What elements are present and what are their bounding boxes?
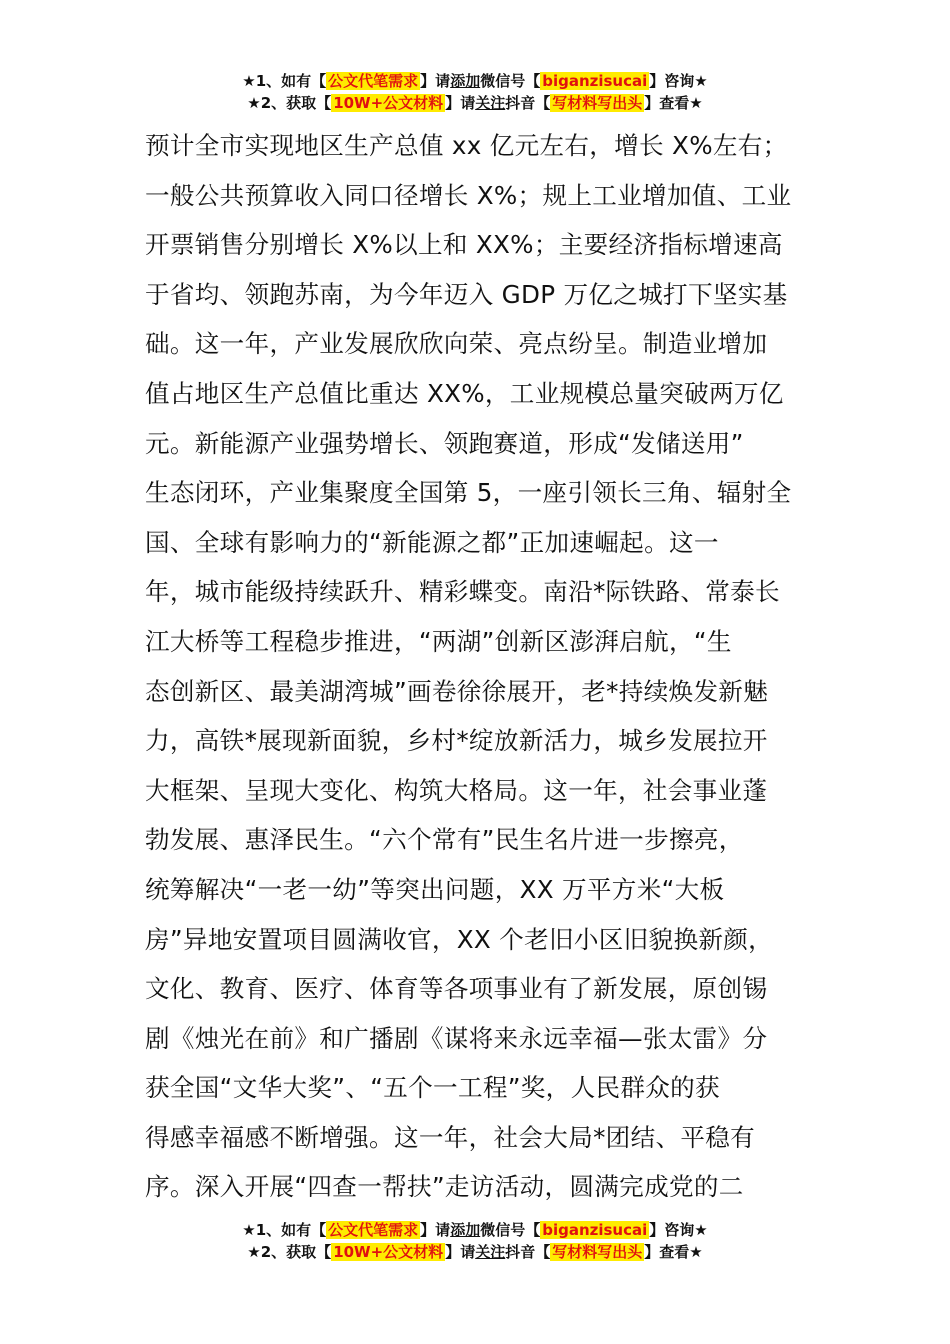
header-promo-banner (0, 70, 950, 114)
promo-line-2-prefix: ★2、获取【 (247, 1243, 332, 1261)
body-line: 一般公共预算收入同口径增长 X%；规上工业增加值、工业 (145, 180, 792, 210)
promo-line-1-suffix: 】咨询★ (649, 72, 708, 90)
promo-line-2 (0, 92, 950, 114)
promo-line-2-highlight-materials: 10W+公文材料 (333, 1243, 444, 1261)
body-line: 值占地区生产总值比重达 XX%，工业规模总量突破两万亿 (145, 378, 784, 408)
promo-line-1 (0, 70, 950, 92)
body-line: 力，高铁*展现新面貌，乡村*绽放新活力，城乡发展拉开 (145, 726, 768, 756)
promo-line-1-underlined: 添加 (450, 72, 481, 90)
promo-line-2-highlight-douyin: 写材料写出头 (552, 1243, 643, 1261)
body-line: 生态闭环，产业集聚度全国第 5，一座引领长三角、辐射全 (145, 478, 792, 508)
body-line: 础。这一年，产业发展欣欣向荣、亮点纷呈。制造业增加 (145, 329, 768, 359)
footer-promo-banner (0, 1219, 950, 1263)
promo-line-2-highlight-materials: 10W+公文材料 (333, 94, 444, 112)
promo-line-2-text-2: 抖音【 (505, 94, 551, 112)
promo-line-1-suffix: 】咨询★ (649, 1221, 708, 1239)
body-line: 开票销售分别增长 X%以上和 XX%；主要经济指标增速高 (145, 230, 783, 260)
body-line: 剧《烛光在前》和广播剧《谋将来永远幸福—张太雷》分 (145, 1023, 768, 1053)
body-line: 江大桥等工程稳步推进，“两湖”创新区澎湃启航，“生 (145, 626, 732, 656)
promo-line-2-underlined: 关注 (475, 94, 506, 112)
promo-line-1-prefix: ★1、如有【 (242, 1221, 327, 1239)
promo-line-1-underlined: 添加 (450, 1221, 481, 1239)
body-line: 获全国“文华大奖”、“五个一工程”奖，人民群众的获 (145, 1073, 720, 1103)
promo-line-1-text: 】请 (420, 72, 451, 90)
promo-line-2-underlined: 关注 (475, 1243, 506, 1261)
promo-line-2-text-2: 抖音【 (505, 1243, 551, 1261)
body-line: 元。新能源产业强势增长、领跑赛道，形成“发储送用” (145, 428, 744, 458)
body-line: 文化、教育、医疗、体育等各项事业有了新发展，原创锡 (145, 974, 768, 1004)
promo-line-2-suffix: 】查看★ (644, 1243, 703, 1261)
body-line: 国、全球有影响力的“新能源之都”正加速崛起。这一 (145, 527, 719, 557)
promo-line-1-text: 】请 (420, 1221, 451, 1239)
promo-line-2-text: 】请 (445, 94, 476, 112)
body-line: 统筹解决“一老一幼”等突出问题，XX 万平方米“大板 (145, 874, 725, 904)
document-body (145, 121, 810, 1212)
promo-line-1-highlight-service: 公文代笔需求 (328, 72, 419, 90)
promo-line-2-suffix: 】查看★ (644, 94, 703, 112)
body-line: 于省均、领跑苏南，为今年迈入 GDP 万亿之城打下坚实基 (145, 279, 788, 309)
body-line: 勃发展、惠泽民生。“六个常有”民生名片进一步擦亮， (145, 825, 744, 855)
promo-line-1 (0, 1219, 950, 1241)
promo-line-1-prefix: ★1、如有【 (242, 72, 327, 90)
promo-line-1-highlight-service: 公文代笔需求 (328, 1221, 419, 1239)
promo-line-1-highlight-wechat: biganzisucai (542, 72, 648, 90)
promo-line-2-text: 】请 (445, 1243, 476, 1261)
body-line: 年，城市能级持续跃升、精彩蝶变。南沿*际铁路、常泰长 (145, 577, 780, 607)
promo-line-1-text-2: 微信号【 (480, 72, 541, 90)
body-line: 态创新区、最美湖湾城”画卷徐徐展开，老*持续焕发新魅 (145, 676, 769, 706)
promo-line-1-highlight-wechat: biganzisucai (542, 1221, 648, 1239)
body-line: 得感幸福感不断增强。这一年，社会大局*团结、平稳有 (145, 1122, 756, 1152)
promo-line-2-prefix: ★2、获取【 (247, 94, 332, 112)
body-line: 序。深入开展“四查一帮扶”走访活动，圆满完成党的二 (145, 1172, 744, 1202)
body-line: 预计全市实现地区生产总值 xx 亿元左右，增长 X%左右； (145, 131, 788, 160)
promo-line-1-text-2: 微信号【 (480, 1221, 541, 1239)
promo-line-2 (0, 1241, 950, 1263)
promo-line-2-highlight-douyin: 写材料写出头 (552, 94, 643, 112)
body-line: 大框架、呈现大变化、构筑大格局。这一年，社会事业蓬 (145, 775, 768, 805)
body-line: 房”异地安置项目圆满收官，XX 个老旧小区旧貌换新颜， (145, 924, 774, 954)
